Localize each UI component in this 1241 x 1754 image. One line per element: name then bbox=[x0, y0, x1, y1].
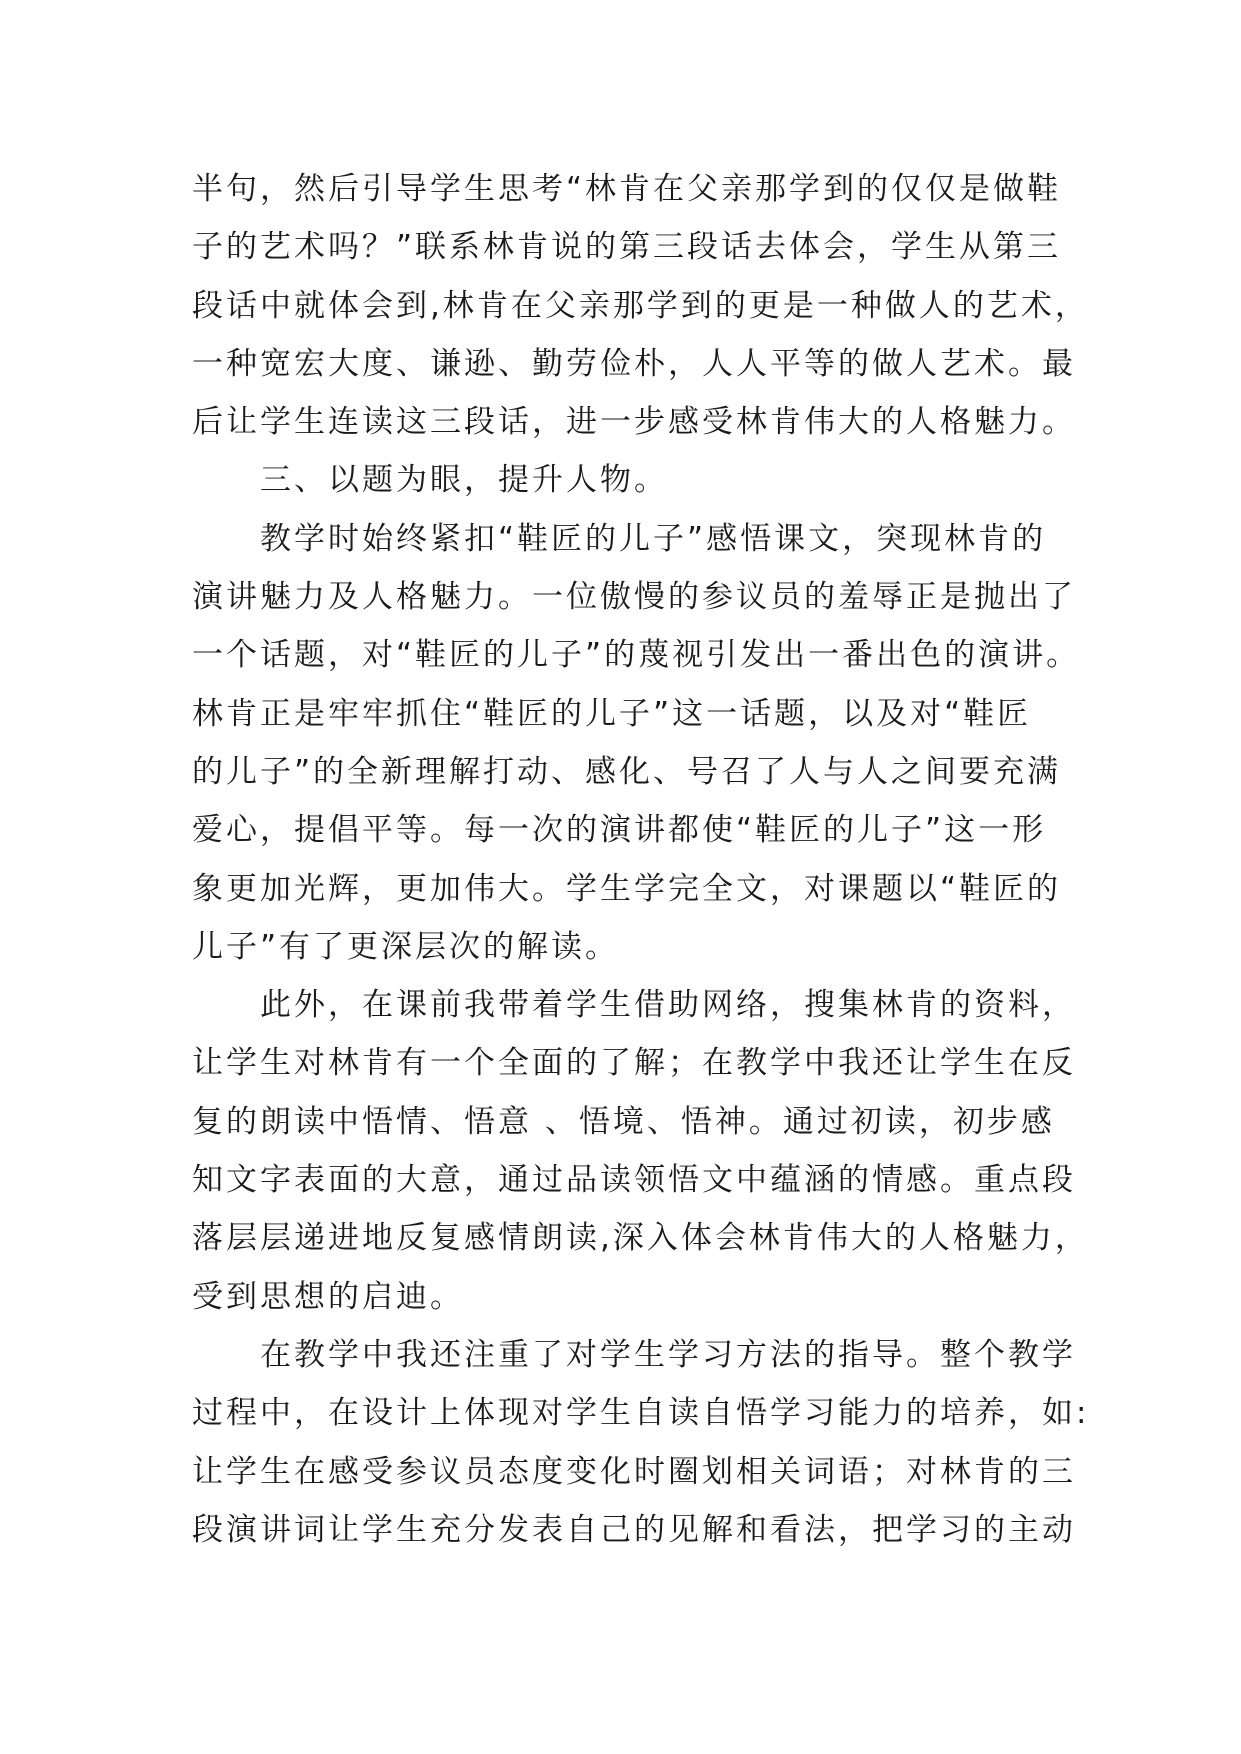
text-line: 复的朗读中悟情、悟意 、悟境、悟神。通过初读，初步感 bbox=[192, 1103, 1055, 1140]
text-line: 林肯正是牢牢抓住“鞋匠的儿子”这一话题，以及对“鞋匠 bbox=[192, 695, 1032, 732]
text-line: 一个话题，对“鞋匠的儿子”的蔑视引发出一番出色的演讲。 bbox=[192, 637, 1081, 674]
text-line: 此外，在课前我带着学生借助网络，搜集林肯的资料， bbox=[192, 987, 1076, 1024]
text-line: 一种宽宏大度、谦逊、勤劳俭朴，人人平等的做人艺术。最 bbox=[192, 345, 1076, 382]
text-line: 落层层递进地反复感情朗读,深入体会林肯伟大的人格魅力， bbox=[192, 1220, 1089, 1257]
text-line: 在教学中我还注重了对学生学习方法的指导。整个教学 bbox=[192, 1336, 1076, 1373]
text-line: 让学生对林肯有一个全面的了解；在教学中我还让学生在反 bbox=[192, 1045, 1076, 1082]
text-line: 半句，然后引导学生思考“林肯在父亲那学到的仅仅是做鞋 bbox=[192, 171, 1062, 207]
text-line: 知文字表面的大意，通过品读领悟文中蕴涵的情感。重点段 bbox=[192, 1162, 1076, 1199]
section-heading: 三、以题为眼，提升人物。 bbox=[192, 462, 668, 499]
text-line: 受到思想的启迪。 bbox=[192, 1278, 464, 1315]
text-line: 爱心，提倡平等。每一次的演讲都使“鞋匠的儿子”这一形 bbox=[192, 812, 1047, 849]
body-text bbox=[192, 160, 1092, 1559]
text-line: 教学时始终紧扣“鞋匠的儿子”感悟课文，突现林肯的 bbox=[192, 520, 1047, 557]
text-line: 演讲魅力及人格魅力。一位傲慢的参议员的羞辱正是抛出了 bbox=[192, 579, 1076, 616]
text-line: 后让学生连读这三段话，进一步感受林肯伟大的人格魅力。 bbox=[192, 404, 1076, 441]
text-line: 过程中，在设计上体现对学生自读自悟学习能力的培养，如: bbox=[192, 1395, 1090, 1432]
text-line: 让学生在感受参议员态度变化时圈划相关词语；对林肯的三 bbox=[192, 1453, 1076, 1490]
text-line: 儿子”有了更深层次的解读。 bbox=[192, 928, 620, 965]
text-line: 的儿子”的全新理解打动、感化、号召了人与人之间要充满 bbox=[192, 753, 1062, 790]
text-line: 子的艺术吗？”联系林肯说的第三段话去体会，学生从第三 bbox=[192, 229, 1062, 266]
text-line: 段演讲词让学生充分发表自己的见解和看法，把学习的主动 bbox=[192, 1511, 1076, 1548]
text-line: 象更加光辉，更加伟大。学生学完全文，对课题以“鞋匠的 bbox=[192, 870, 1062, 907]
text-line: 段话中就体会到,林肯在父亲那学到的更是一种做人的艺术， bbox=[192, 287, 1089, 324]
